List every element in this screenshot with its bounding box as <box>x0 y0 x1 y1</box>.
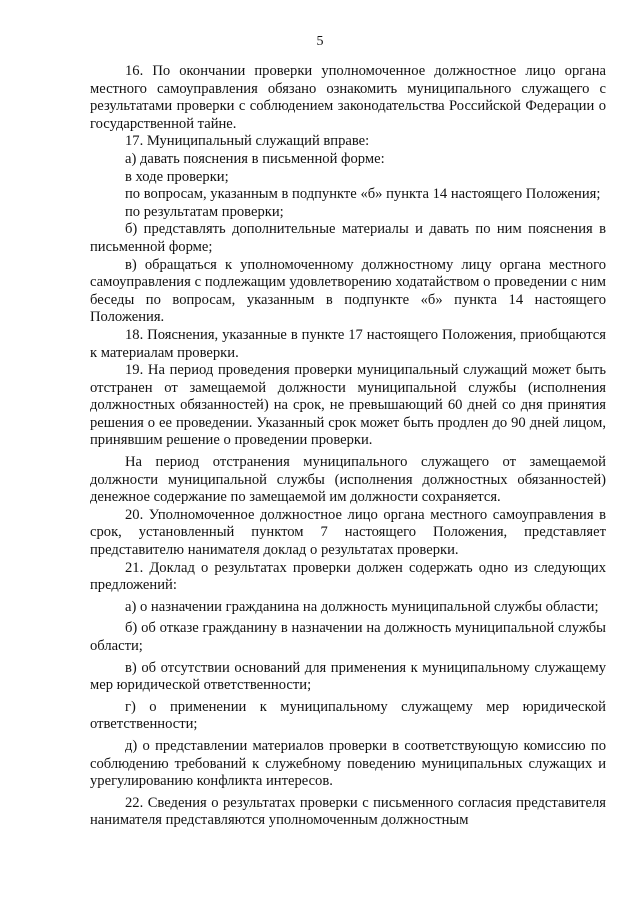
paragraph-21a: а) о назначении гражданина на должность муниципальной службы области; <box>125 598 599 615</box>
paragraph-16: 16. По окончании проверки уполномоченное должностное лицо органа местного самоуправления обязано ознакомить муниципального служащего с результатами проверки с соблюдением законодательства Российской Федерации о государственной тайне. <box>90 63 606 132</box>
paragraph-17v: в) обращаться к уполномоченному должностному лицу органа местного самоуправления с подлежащим удовлетворению ходатайством о проведении с ним беседы по вопросам, указанным в подпункте «б» пункта 14 настоящего Положения. <box>90 256 606 326</box>
paragraph-21v: в) об отсутствии оснований для применения к муниципальному служащему мер юридической ответственности; <box>90 659 606 694</box>
paragraph-17a-results: по результатам проверки; <box>125 203 284 220</box>
paragraph-21: 21. Доклад о результатах проверки должен содержать одно из следующих предложений: <box>90 559 606 594</box>
paragraph-17: 17. Муниципальный служащий вправе: <box>125 133 370 150</box>
paragraph-17a-during: в ходе проверки; <box>125 168 229 185</box>
paragraph-19: 19. На период проведения проверки муниципальный служащий может быть отстранен от замещаемой должности муниципальной службы (исполнения должностных обязанностей) на срок, не превышающий 60 дней со дня принятия решения о ее проведении. Указанный срок может быть продлен до 90 дней лицом, принявшим решение о проведении проверки. <box>90 362 606 449</box>
paragraph-21g: г) о применении к муниципальному служащему мер юридической ответственности; <box>90 698 606 733</box>
paragraph-21b: б) об отказе гражданину в назначении на должность муниципальной службы области; <box>90 620 606 654</box>
paragraph-21d: д) о представлении материалов проверки в соответствующую комиссию по соблюдению требований к служебному поведению муниципальных служащих и урегулированию конфликта интересов. <box>90 737 606 790</box>
paragraph-17b: б) представлять дополнительные материалы и давать по ним пояснения в письменной форме; <box>90 221 606 255</box>
paragraph-19-suspension: На период отстранения муниципального служащего от замещаемой должности муниципальной службы (исполнения должностных обязанностей) денежное содержание по замещаемой им должности сохраняется. <box>90 454 606 506</box>
paragraph-20: 20. Уполномоченное должностное лицо органа местного самоуправления в срок, установленный пунктом 7 настоящего Положения, представляет представителю нанимателя доклад о результатах проверки. <box>90 506 606 559</box>
paragraph-17a-questions: по вопросам, указанным в подпункте «б» пункта 14 настоящего Положения; <box>125 186 601 203</box>
paragraph-22: 22. Сведения о результатах проверки с письменного согласия представителя нанимателя представляются уполномоченным должностным <box>90 794 606 829</box>
document-body <box>90 63 606 830</box>
page-number: 5 <box>316 34 324 49</box>
paragraph-18: 18. Пояснения, указанные в пункте 17 настоящего Положения, приобщаются к материалам проверки. <box>90 326 606 361</box>
paragraph-17a: а) давать пояснения в письменной форме: <box>125 150 385 167</box>
